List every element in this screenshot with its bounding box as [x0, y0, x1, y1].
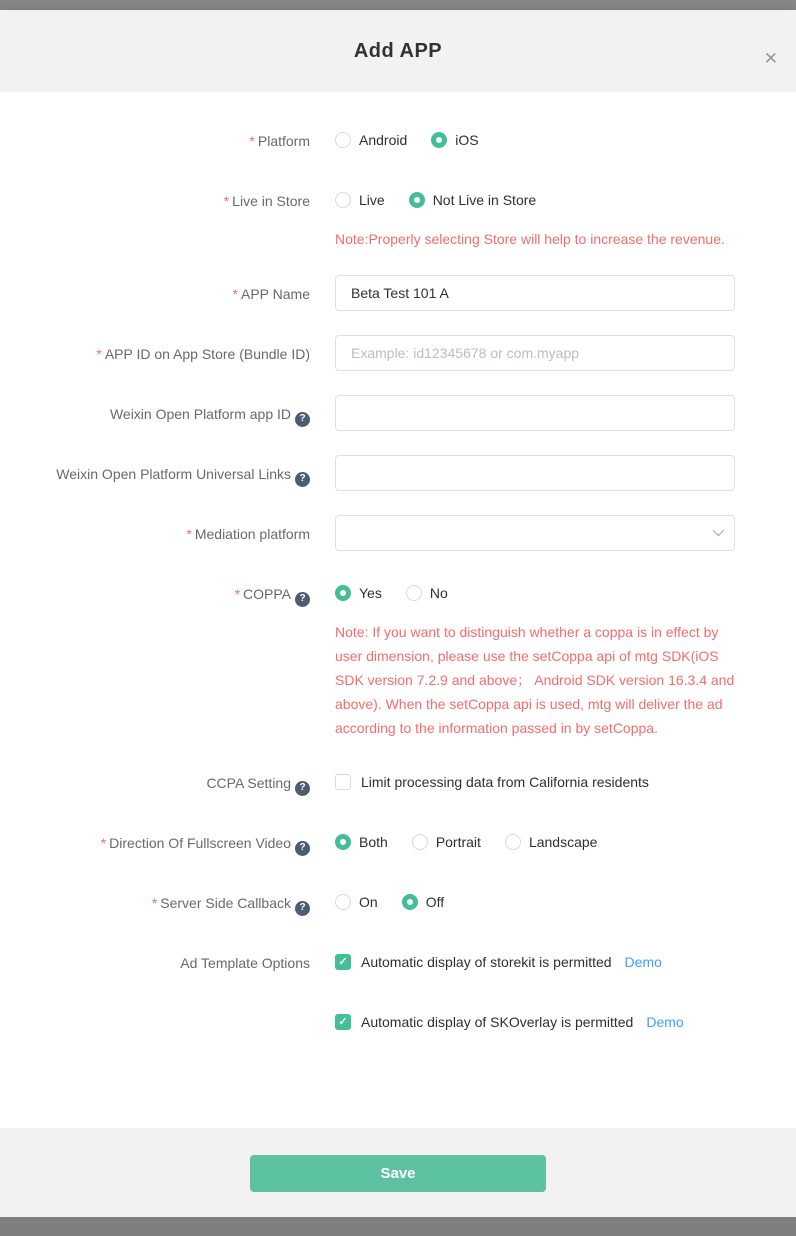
save-button[interactable]: Save	[250, 1155, 546, 1192]
help-icon[interactable]: ?	[295, 472, 310, 487]
weixin-universal-links-row	[0, 455, 796, 491]
checkbox-checked-icon[interactable]: ✓	[335, 954, 351, 970]
required-asterisk: *	[223, 193, 230, 209]
modal-footer	[0, 1128, 796, 1217]
server-callback-row	[0, 884, 796, 920]
platform-radio-android[interactable]: Android	[335, 132, 407, 148]
coppa-radio-no[interactable]: No	[406, 585, 448, 601]
radio-unchecked-icon[interactable]	[505, 834, 521, 850]
ccpa-label: CCPA Setting ?	[0, 764, 310, 800]
storekit-checkbox[interactable]: ✓ Automatic display of storekit is permitted	[335, 954, 612, 970]
app-name-row	[0, 275, 796, 311]
backdrop-top-bar	[0, 0, 796, 10]
required-asterisk: *	[234, 586, 241, 602]
weixin-app-id-row	[0, 395, 796, 431]
storekit-demo-link[interactable]: Demo	[624, 954, 662, 970]
weixin-universal-links-input[interactable]	[335, 455, 735, 491]
coppa-row	[0, 575, 796, 740]
help-icon[interactable]: ?	[295, 412, 310, 427]
close-icon[interactable]: ✕	[763, 49, 778, 68]
ad-template-label: Ad Template Options	[180, 955, 310, 971]
required-asterisk: *	[232, 286, 238, 302]
help-icon[interactable]: ?	[295, 901, 310, 916]
help-icon[interactable]: ?	[295, 592, 310, 607]
ad-template-row	[0, 944, 796, 1040]
live-in-store-row	[0, 182, 796, 251]
platform-radio-ios[interactable]: iOS	[431, 132, 478, 148]
coppa-radio-yes[interactable]: Yes	[335, 585, 382, 601]
coppa-note: Note: If you want to distinguish whether a coppa is in effect by user dimension, please use the setCoppa api of mtg SDK(iOS SDK version 7.2.9 and above； Android SDK version 16.3.4 and above). When the setCoppa api is used, mtg will deliver the ad according to the information passed in by setCoppa.	[335, 624, 735, 736]
live-in-store-label: * Live in Store	[223, 193, 310, 209]
direction-radio-landscape[interactable]: Landscape	[505, 834, 598, 850]
radio-checked-icon[interactable]	[335, 585, 351, 601]
radio-checked-icon[interactable]	[402, 894, 418, 910]
weixin-app-id-input[interactable]	[335, 395, 735, 431]
mediation-platform-row	[0, 515, 796, 551]
server-callback-label: * Server Side Callback ?	[0, 884, 310, 920]
skoverlay-checkbox[interactable]: ✓ Automatic display of SKOverlay is permitted	[335, 1014, 633, 1030]
required-asterisk: *	[249, 133, 255, 149]
help-icon[interactable]: ?	[295, 841, 310, 856]
ccpa-checkbox[interactable]: Limit processing data from California residents	[335, 774, 649, 790]
mediation-platform-select[interactable]	[335, 515, 735, 551]
skoverlay-demo-link[interactable]: Demo	[646, 1014, 684, 1030]
app-name-label: * APP Name	[232, 286, 310, 302]
app-id-label: * APP ID on App Store (Bundle ID)	[96, 346, 310, 362]
radio-checked-icon[interactable]	[431, 132, 447, 148]
server-callback-radio-off[interactable]: Off	[402, 894, 444, 910]
ccpa-row	[0, 764, 796, 800]
app-id-input[interactable]	[335, 335, 735, 371]
help-icon[interactable]: ?	[295, 781, 310, 796]
required-asterisk: *	[151, 895, 158, 911]
modal-title: Add APP	[353, 39, 443, 62]
radio-unchecked-icon[interactable]	[335, 894, 351, 910]
live-radio-not-live[interactable]: Not Live in Store	[409, 192, 537, 208]
live-radio-live[interactable]: Live	[335, 192, 385, 208]
radio-unchecked-icon[interactable]	[335, 192, 351, 208]
checkbox-checked-icon[interactable]: ✓	[335, 1014, 351, 1030]
platform-label: * Platform	[249, 133, 310, 149]
add-app-modal	[0, 10, 796, 1217]
add-app-form	[0, 92, 796, 1128]
chevron-down-icon	[713, 525, 724, 536]
server-callback-radio-on[interactable]: On	[335, 894, 378, 910]
checkbox-unchecked-icon[interactable]	[335, 774, 351, 790]
weixin-universal-links-label: Weixin Open Platform Universal Links ?	[0, 455, 310, 491]
app-id-row	[0, 335, 796, 371]
modal-header	[0, 10, 796, 92]
required-asterisk: *	[96, 346, 102, 362]
radio-unchecked-icon[interactable]	[335, 132, 351, 148]
required-asterisk: *	[186, 526, 192, 542]
direction-radio-both[interactable]: Both	[335, 834, 388, 850]
platform-row	[0, 122, 796, 158]
radio-checked-icon[interactable]	[409, 192, 425, 208]
radio-unchecked-icon[interactable]	[412, 834, 428, 850]
weixin-app-id-label: Weixin Open Platform app ID ?	[0, 395, 310, 431]
direction-radio-portrait[interactable]: Portrait	[412, 834, 481, 850]
mediation-platform-label: * Mediation platform	[186, 526, 310, 542]
radio-checked-icon[interactable]	[335, 834, 351, 850]
direction-row	[0, 824, 796, 860]
coppa-label: * COPPA ?	[0, 575, 310, 740]
app-name-input[interactable]	[335, 275, 735, 311]
direction-label: * Direction Of Fullscreen Video ?	[0, 824, 310, 860]
required-asterisk: *	[100, 835, 107, 851]
radio-unchecked-icon[interactable]	[406, 585, 422, 601]
live-in-store-note: Note:Properly selecting Store will help to increase the revenue.	[335, 231, 725, 247]
backdrop-bottom-bar	[0, 1217, 796, 1236]
